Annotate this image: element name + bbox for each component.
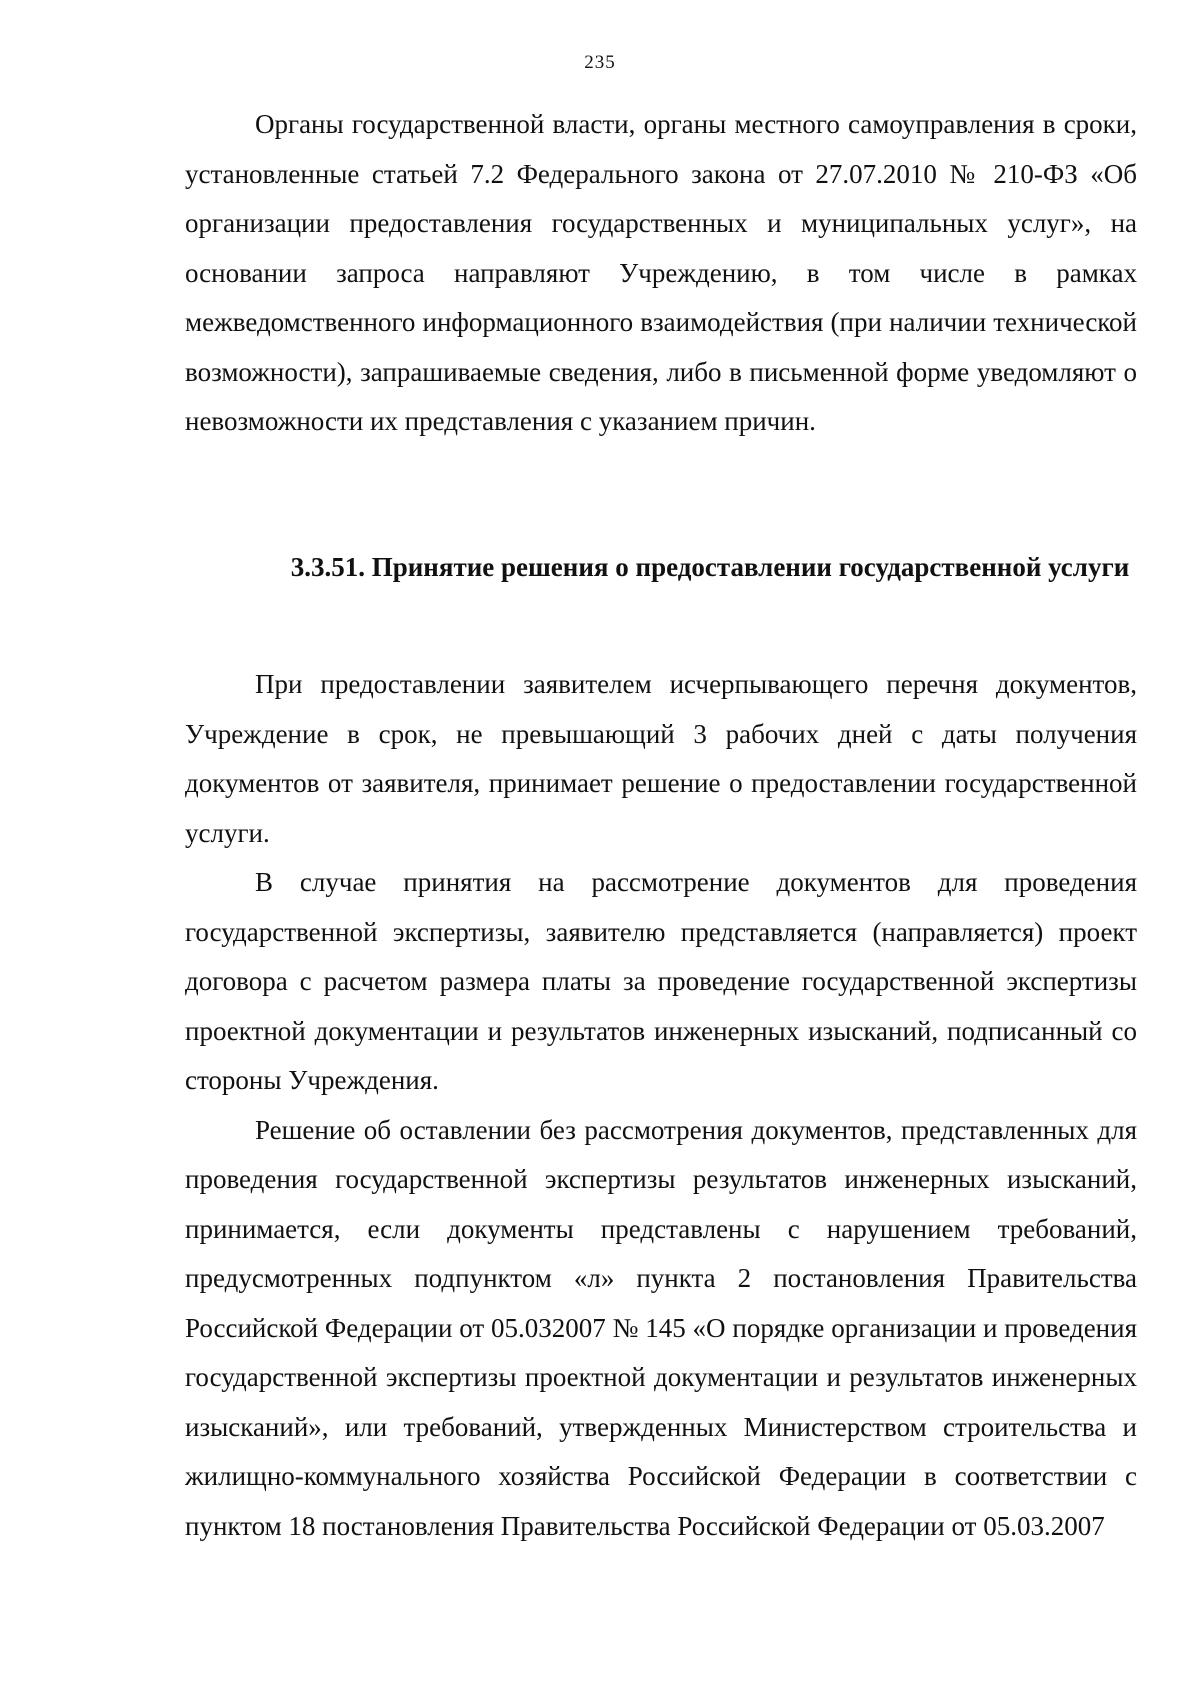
paragraph-authorities-response: Органы государственной власти, органы местного самоуправления в сроки, установленные статьей 7.2 Федерального закона от 27.07.2010 № 210-ФЗ «Об организации предоставления государственных и муниципальных услуг», на основании запроса направляют Учреждению, в том числе в рамках межведомственного информационного взаимодействия (при наличии технической возможности), запрашиваемые сведения, либо в письменной форме уведомляют о невозможности их представления с указанием причин. xyxy=(185,109,1137,436)
paragraph-contract-project: В случае принятия на рассмотрение документов для проведения государственной экспертизы, заявителю представляется (направляется) проект договора с расчетом размера платы за проведение государственной экспертизы проектной документации и результатов инженерных изысканий, подписанный со стороны Учреждения. xyxy=(185,867,1137,1095)
body-text-top xyxy=(185,100,1137,447)
body-text-main xyxy=(185,660,1137,1551)
section-heading: 3.3.51. Принятие решения о предоставлении государственной услуги xyxy=(290,552,1130,582)
paragraph-decision-timeframe: При предоставлении заявителем исчерпывающего перечня документов, Учреждение в срок, не превышающий 3 рабочих дней с даты получения документов от заявителя, принимает решение о предоставлении государственной услуги. xyxy=(185,669,1137,848)
paragraph-rejection-decision: Решение об оставлении без рассмотрения документов, представленных для проведения государственной экспертизы результатов инженерных изысканий, принимается, если документы представлены с нарушением требований, предусмотренных подпунктом «л» пункта 2 постановления Правительства Российской Федерации от 05.032007 № 145 «О порядке организации и проведения государственной экспертизы проектной документации и результатов инженерных изысканий», или требований, утвержденных Министерством строительства и жилищно-коммунального хозяйства Российской Федерации в соответствии с пунктом 18 постановления Правительства Российской Федерации от 05.03.2007 xyxy=(185,1114,1137,1541)
page-number: 235 xyxy=(584,52,616,73)
